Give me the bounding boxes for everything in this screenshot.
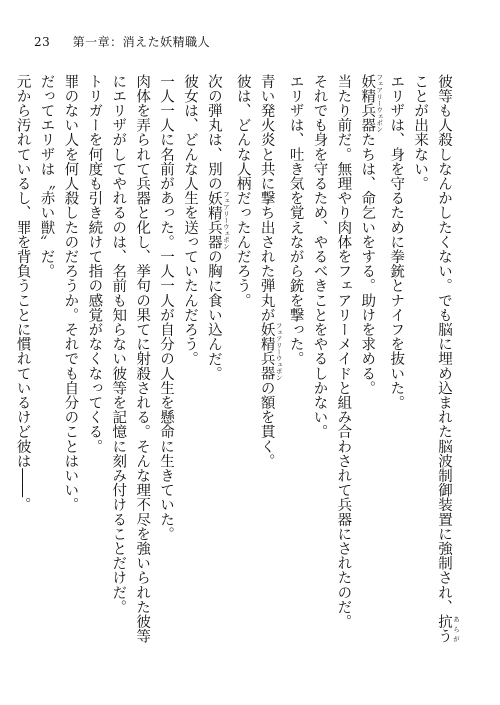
text-line-14: にエリザがしてやれるのは、名前も知らない彼等を記憶に刻み付けることだけだ。 (110, 74, 127, 615)
text-line-15: トリガーを何度も引き続けて指の感覚がなくなってくる。 (86, 74, 103, 454)
chapter-title: 第一章：消えた妖精職人 (72, 35, 211, 49)
text-line-18: 元から汚れているし、罪を背負うことに慣れているけど彼は――。 (14, 74, 31, 512)
text-line-7: エリザは、吐き気を覚えながら銃を撃った。 (287, 74, 304, 366)
text-line-2: ことが出来ない。 (412, 74, 429, 191)
ruby-fairy-weapon: 妖精兵器 フェアリーウェポン (359, 74, 384, 133)
ruby-aragau: 抗う あらが (436, 614, 460, 644)
text-line-11: 彼女は、どんな人生を送っていたんだろう。 (181, 74, 198, 366)
text-line-10: 次の弾丸は、別の妖精兵器 フェアリーウェポンの胸に食い込んだ。 (205, 74, 230, 381)
vertical-text-body (14, 74, 460, 674)
text-line-1: 彼等も人殺しなんかしたくない。でも脳に埋め込まれた脳波制御装置に強制され、抗う あらが (436, 74, 460, 644)
text-line-6: それでも身を守るため、やるべきことをやるしかない。 (311, 74, 328, 439)
text-line-3: エリザは、身を守るために拳銃とナイフを抜いた。 (388, 74, 405, 410)
text-line-8: 青い発火炎と共に撃ち出された弾丸が妖精兵器 フェアリーウェポンの額を貫く。 (258, 74, 283, 469)
text-line-5: 当たり前だ。無理やり肉体をフェアリーメイドと組み合わされて兵器にされたのだ。 (335, 74, 352, 629)
ruby-fairy-weapon: 妖精兵器 フェアリーウェポン (258, 322, 283, 381)
running-header (34, 33, 210, 50)
page-number: 23 (34, 35, 51, 49)
text-line-13: 肉体を弄られて兵器と化し、挙句の果てに射殺される。そんな理不尽を強いられた彼等 (134, 74, 151, 644)
text-line-12: 一人一人に名前があった。一人一人が自分の人生を懸命に生きていた。 (158, 74, 175, 542)
ruby-fairy-weapon: 妖精兵器 フェアリーウェポン (205, 190, 230, 250)
text-line-9: 彼は、どんな人柄だったんだろう。 (234, 74, 251, 308)
text-line-16: 罪のない人を何人殺したのだろうか。それでも自分のことはいい。 (62, 74, 79, 512)
text-line-4: 妖精兵器 フェアリーウェポンたちは、命乞いをする。助けを求める。 (359, 74, 384, 396)
text-line-17: だってエリザは〝赤い獣〟だ。 (38, 74, 55, 279)
